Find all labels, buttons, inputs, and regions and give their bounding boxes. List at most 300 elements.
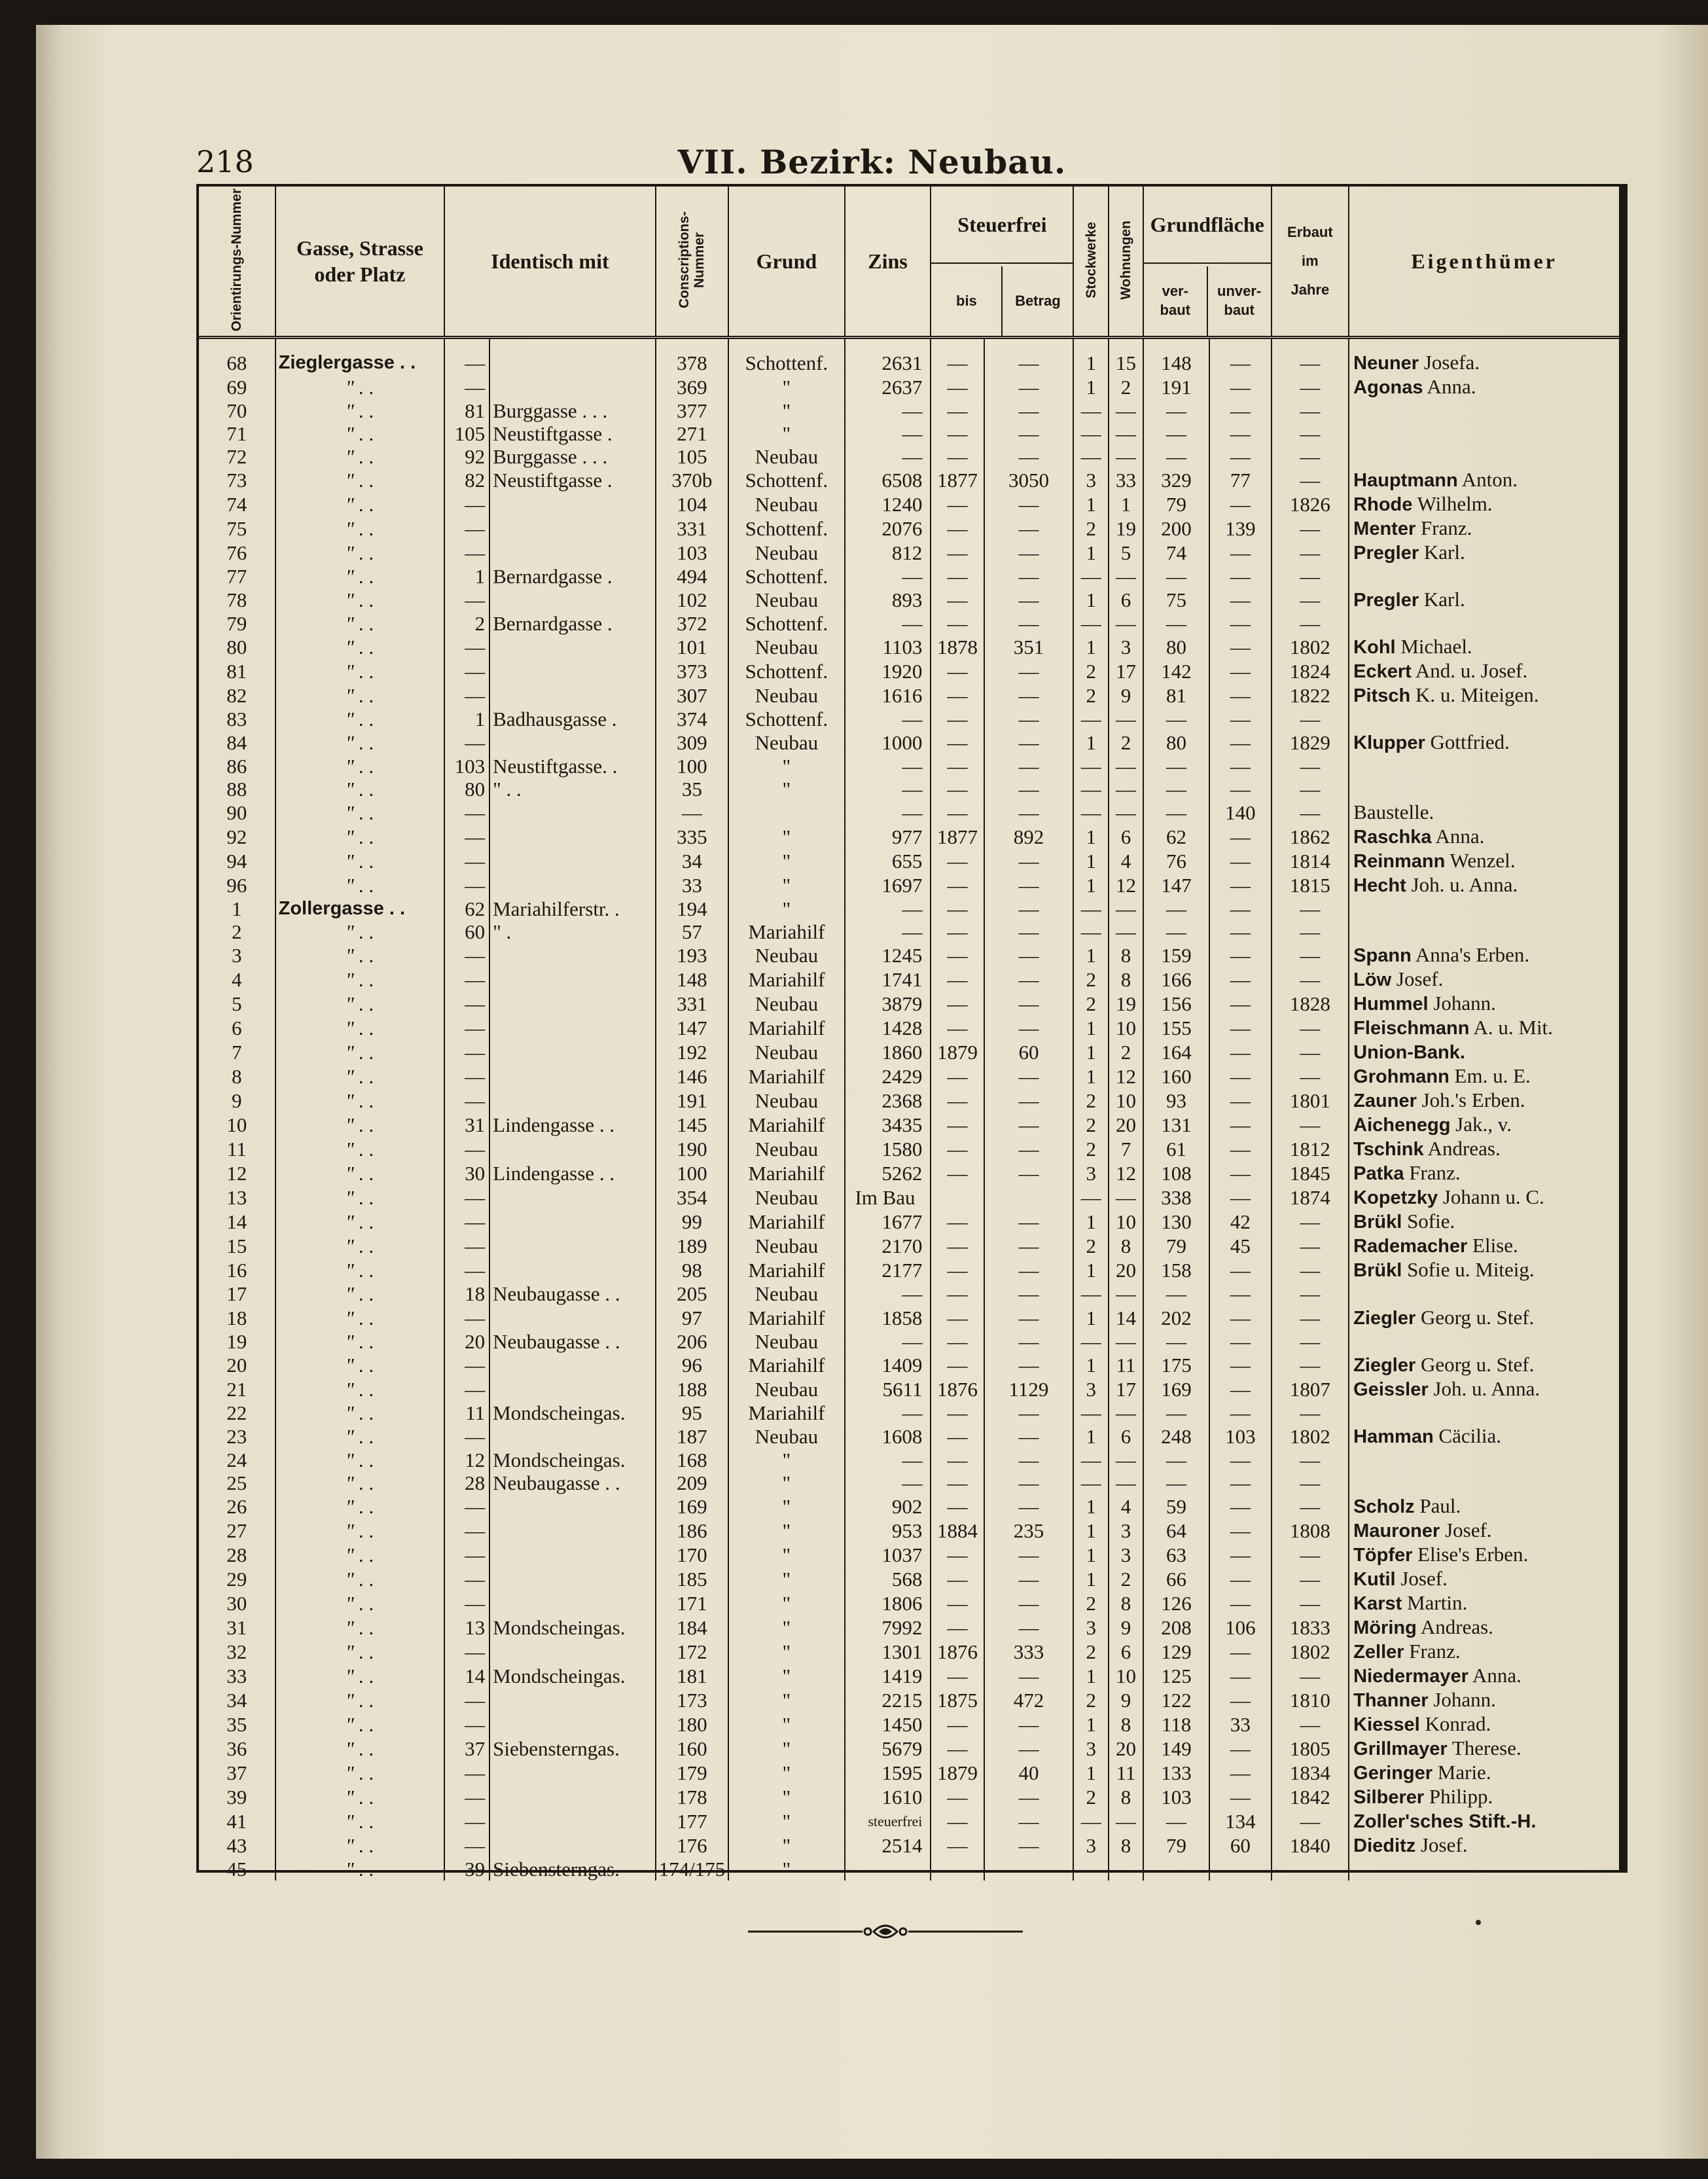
row-stockwerke: — [1073,1401,1109,1424]
owner-surname: Tschink [1353,1139,1424,1161]
row-erbaut: — [1272,565,1349,588]
row-nummer: 96 [199,873,276,897]
table-row [199,1401,1619,1424]
owner-surname: Spann [1353,945,1412,967]
row-nummer: 17 [199,1282,276,1305]
row-stockwerke: 2 [1073,1688,1109,1712]
row-zins: 2429 [845,1064,931,1089]
row-steuerfrei-betrag: — [984,612,1074,635]
row-grund: Schottenf. [728,708,844,730]
row-eigenthuemer [1349,730,1619,755]
row-unverbaut: — [1209,1761,1271,1785]
row-identisch-gasse: Neubaugasse . . [489,1471,656,1494]
row-erbaut: 1802 [1272,635,1349,659]
row-erbaut: — [1272,1494,1349,1519]
row-eigenthuemer [1349,1737,1619,1761]
owner-given-name: Joh. u. Anna. [1406,873,1518,897]
row-eigenthuemer [1349,897,1619,920]
header-identisch-mit: Identisch mit [491,249,609,273]
row-eigenthuemer [1349,541,1619,565]
row-wohnungen: — [1109,778,1143,801]
row-grund: " [728,1761,844,1785]
row-zins: — [845,778,931,801]
table-row [199,422,1619,445]
row-gasse: " . . [276,659,445,683]
row-unverbaut: — [1209,1543,1271,1567]
row-identisch-gasse: Neubaugasse . . [489,1330,656,1353]
row-identisch-nr: — [444,1640,489,1664]
row-nummer: 88 [199,778,276,801]
table-row [199,849,1619,873]
row-conscriptions-nummer: — [656,801,729,825]
row-identisch-gasse [489,730,656,755]
row-identisch-gasse [489,825,656,849]
row-conscriptions-nummer: 372 [656,612,729,635]
row-eigenthuemer [1349,516,1619,541]
row-verbaut: — [1143,445,1209,468]
row-stockwerke: 1 [1073,1543,1109,1567]
row-gasse: " . . [276,1640,445,1664]
row-zins: 1610 [845,1785,931,1809]
owner-surname: Eckert [1353,661,1412,683]
row-zins: 1741 [845,967,931,992]
row-identisch-nr: — [444,967,489,992]
row-steuerfrei-bis: — [931,1210,984,1234]
row-stockwerke: 2 [1073,1234,1109,1258]
owner-surname: Patka [1353,1163,1404,1185]
row-stockwerke: 1 [1073,873,1109,897]
row-gasse: " . . [276,1306,445,1330]
row-eigenthuemer [1349,468,1619,492]
row-identisch-nr: — [444,1064,489,1089]
row-identisch-gasse [489,541,656,565]
row-steuerfrei-betrag: 892 [984,825,1074,849]
row-steuerfrei-bis: — [931,1471,984,1494]
row-grund: " [728,825,844,849]
owner-given-name: Josef. [1440,1518,1492,1541]
row-zins: — [845,1471,931,1494]
row-steuerfrei-betrag: — [984,1494,1074,1519]
row-eigenthuemer [1349,1258,1619,1282]
row-eigenthuemer [1349,825,1619,849]
row-identisch-nr: — [444,1833,489,1858]
header-zins: Zins [868,249,908,273]
row-steuerfrei-betrag: — [984,1449,1074,1471]
row-verbaut: — [1143,778,1209,801]
row-gasse: " . . [276,778,445,801]
row-identisch-nr: 37 [444,1737,489,1761]
row-conscriptions-nummer: 169 [656,1494,729,1519]
owner-given-name: Michael. [1395,635,1472,658]
row-erbaut: — [1272,588,1349,612]
row-stockwerke: 1 [1073,849,1109,873]
ornament-divider [748,1918,1023,1945]
row-unverbaut: 77 [1209,468,1271,492]
row-conscriptions-nummer: 104 [656,492,729,516]
row-wohnungen: 2 [1109,375,1143,399]
row-erbaut: — [1272,375,1349,399]
row-stockwerke: 1 [1073,1064,1109,1089]
row-steuerfrei-betrag: 333 [984,1640,1074,1664]
row-zins: — [845,612,931,635]
row-stockwerke: 1 [1073,943,1109,967]
row-unverbaut: — [1209,873,1271,897]
row-nummer: 7 [199,1040,276,1064]
row-eigenthuemer [1349,1712,1619,1737]
owner-surname: Hecht [1353,875,1406,897]
row-steuerfrei-bis: — [931,1137,984,1161]
row-identisch-gasse: Bernardgasse . [489,612,656,635]
table-row [199,1016,1619,1040]
row-wohnungen: — [1109,1401,1143,1424]
row-verbaut: 79 [1143,1234,1209,1258]
row-identisch-gasse [489,1712,656,1737]
row-verbaut: 81 [1143,683,1209,708]
row-steuerfrei-betrag: — [984,1016,1074,1040]
row-erbaut: 1812 [1272,1137,1349,1161]
row-gasse: " . . [276,1210,445,1234]
row-eigenthuemer [1349,1591,1619,1615]
row-identisch-nr: — [444,1785,489,1809]
row-nummer: 39 [199,1785,276,1809]
row-gasse: " . . [276,1449,445,1471]
row-wohnungen: — [1109,1449,1143,1471]
row-steuerfrei-bis: — [931,1543,984,1567]
row-identisch-nr: 18 [444,1282,489,1305]
row-steuerfrei-betrag: — [984,1161,1074,1185]
row-verbaut: 80 [1143,730,1209,755]
row-steuerfrei-bis: 1877 [931,468,984,492]
row-erbaut: — [1272,708,1349,730]
row-verbaut: 169 [1143,1377,1209,1401]
row-grund: Mariahilf [728,1064,844,1089]
row-verbaut: 59 [1143,1494,1209,1519]
owner-surname: Silberer [1353,1786,1425,1808]
row-erbaut: 1824 [1272,659,1349,683]
owner-surname: Aichenegg [1353,1115,1451,1136]
row-steuerfrei-betrag: — [984,1306,1074,1330]
row-steuerfrei-betrag: — [984,338,1074,376]
row-zins: 1697 [845,873,931,897]
row-eigenthuemer [1349,1064,1619,1089]
row-steuerfrei-bis: — [931,1064,984,1089]
row-nummer: 78 [199,588,276,612]
row-nummer: 73 [199,468,276,492]
row-erbaut: — [1272,1858,1349,1881]
row-erbaut: — [1272,516,1349,541]
row-zins: 6508 [845,468,931,492]
owner-given-name: Em. u. E. [1449,1064,1531,1088]
row-eigenthuemer [1349,399,1619,422]
table-row [199,1712,1619,1737]
row-nummer: 81 [199,659,276,683]
row-wohnungen: 19 [1109,992,1143,1016]
row-identisch-gasse [489,1591,656,1615]
row-identisch-nr: 31 [444,1113,489,1137]
row-grund: " [728,755,844,778]
row-conscriptions-nummer: 33 [656,873,729,897]
row-grund: " [728,1833,844,1858]
table-row [199,1234,1619,1258]
row-verbaut: 79 [1143,492,1209,516]
row-identisch-nr: — [444,1519,489,1543]
row-verbaut: 79 [1143,1833,1209,1858]
owner-given-name: Anna. [1431,825,1485,848]
owner-surname: Mauroner [1353,1520,1440,1541]
row-identisch-gasse [489,1424,656,1449]
row-gasse: " . . [276,1064,445,1089]
row-stockwerke: 1 [1073,1494,1109,1519]
row-erbaut: — [1272,422,1349,445]
row-steuerfrei-bis: 1877 [931,825,984,849]
owner-given-name: Anton. [1457,468,1518,492]
row-identisch-gasse [489,588,656,612]
row-gasse: " . . [276,399,445,422]
row-zins: steuerfrei [845,1809,931,1833]
row-verbaut: 164 [1143,1040,1209,1064]
row-conscriptions-nummer: 103 [656,541,729,565]
row-grund: " [728,849,844,873]
row-steuerfrei-bis: — [931,1113,984,1137]
row-nummer: 75 [199,516,276,541]
row-identisch-gasse [489,516,656,541]
row-erbaut: — [1272,399,1349,422]
row-steuerfrei-betrag: — [984,541,1074,565]
row-zins: — [845,1282,931,1305]
row-verbaut: 125 [1143,1664,1209,1688]
row-identisch-nr: 12 [444,1449,489,1471]
table-row [199,873,1619,897]
row-steuerfrei-betrag: — [984,1330,1074,1353]
row-gasse: " . . [276,920,445,943]
row-gasse: " . . [276,468,445,492]
row-zins: — [845,1330,931,1353]
row-eigenthuemer [1349,1615,1619,1640]
row-grund: " [728,1519,844,1543]
row-grund: " [728,1737,844,1761]
owner-surname: Agonas [1353,377,1423,398]
table-row [199,967,1619,992]
row-stockwerke: — [1073,1449,1109,1471]
row-erbaut: 1802 [1272,1640,1349,1664]
row-erbaut: 1840 [1272,1833,1349,1858]
row-conscriptions-nummer: 101 [656,635,729,659]
row-grund [728,801,844,825]
row-gasse: " . . [276,1615,445,1640]
row-stockwerke: 1 [1073,588,1109,612]
row-identisch-gasse [489,1377,656,1401]
row-identisch-nr: — [444,516,489,541]
row-erbaut: — [1272,1016,1349,1040]
row-steuerfrei-bis: — [931,1016,984,1040]
table-row [199,338,1619,376]
row-gasse: " . . [276,1137,445,1161]
table-row [199,992,1619,1016]
row-identisch-gasse [489,1567,656,1591]
row-conscriptions-nummer: 354 [656,1185,729,1210]
owner-surname: Geringer [1353,1762,1433,1784]
table-row [199,1161,1619,1185]
row-wohnungen: 6 [1109,1424,1143,1449]
row-identisch-gasse [489,1494,656,1519]
row-identisch-nr: — [444,873,489,897]
row-steuerfrei-bis: — [931,565,984,588]
row-verbaut: 142 [1143,659,1209,683]
row-erbaut: 1807 [1272,1377,1349,1401]
row-erbaut: 1845 [1272,1161,1349,1185]
row-verbaut: 75 [1143,588,1209,612]
row-identisch-nr: — [444,992,489,1016]
row-erbaut: — [1272,445,1349,468]
row-erbaut: — [1272,1664,1349,1688]
row-erbaut: — [1272,778,1349,801]
row-wohnungen: — [1109,612,1143,635]
row-stockwerke: 1 [1073,1306,1109,1330]
row-steuerfrei-betrag: — [984,778,1074,801]
table-row [199,1858,1619,1881]
row-nummer: 3 [199,943,276,967]
row-unverbaut: — [1209,338,1271,376]
row-stockwerke: 1 [1073,1016,1109,1040]
owner-surname: Zauner [1353,1090,1417,1112]
row-eigenthuemer [1349,445,1619,468]
table-row [199,708,1619,730]
row-nummer: 9 [199,1089,276,1113]
row-eigenthuemer [1349,1424,1619,1449]
table-row [199,801,1619,825]
row-wohnungen: — [1109,1858,1143,1881]
row-steuerfrei-bis: — [931,920,984,943]
row-zins: 902 [845,1494,931,1519]
row-steuerfrei-bis: — [931,778,984,801]
row-steuerfrei-betrag: — [984,992,1074,1016]
row-steuerfrei-bis: — [931,967,984,992]
owner-given-name: Josef. [1391,967,1444,991]
row-identisch-nr: — [444,375,489,399]
row-verbaut: — [1143,708,1209,730]
table-row [199,1040,1619,1064]
row-stockwerke: 3 [1073,1833,1109,1858]
row-conscriptions-nummer: 369 [656,375,729,399]
row-nummer: 77 [199,565,276,588]
row-grund: " [728,1809,844,1833]
row-eigenthuemer [1349,1449,1619,1471]
row-eigenthuemer [1349,612,1619,635]
row-gasse: " . . [276,1858,445,1881]
row-zins: 3435 [845,1113,931,1137]
row-identisch-nr: — [444,1809,489,1833]
row-steuerfrei-betrag: — [984,1858,1074,1881]
owner-surname: Reinmann [1353,851,1446,873]
row-wohnungen: 8 [1109,1234,1143,1258]
row-gasse: " . . [276,1089,445,1113]
row-gasse: " . . [276,1185,445,1210]
row-verbaut: 158 [1143,1258,1209,1282]
row-identisch-gasse: Mondscheingas. [489,1664,656,1688]
table-row [199,1567,1619,1591]
row-zins: 1580 [845,1137,931,1161]
owner-surname: Brükl [1353,1260,1402,1282]
row-stockwerke: 2 [1073,1113,1109,1137]
row-erbaut: 1801 [1272,1089,1349,1113]
row-steuerfrei-betrag: — [984,897,1074,920]
table-row [199,635,1619,659]
row-erbaut: 1808 [1272,1519,1349,1543]
owner-given-name: Andreas. [1416,1615,1493,1638]
row-identisch-nr: — [444,588,489,612]
table-row [199,445,1619,468]
row-zins: 2514 [845,1833,931,1858]
row-zins: — [845,399,931,422]
row-steuerfrei-betrag: — [984,1234,1074,1258]
row-nummer: 41 [199,1809,276,1833]
row-gasse: " . . [276,1377,445,1401]
row-conscriptions-nummer: 194 [656,897,729,920]
row-verbaut: — [1143,1282,1209,1305]
row-grund: Schottenf. [728,468,844,492]
row-identisch-nr: — [444,1761,489,1785]
row-wohnungen: 1 [1109,492,1143,516]
owner-given-name: Paul. [1414,1494,1461,1517]
row-identisch-nr: 82 [444,468,489,492]
row-erbaut: — [1272,1401,1349,1424]
row-verbaut: 93 [1143,1089,1209,1113]
row-zins: 1920 [845,659,931,683]
row-stockwerke: — [1073,920,1109,943]
table-row [199,1591,1619,1615]
row-grund: " [728,1543,844,1567]
row-gasse: " . . [276,612,445,635]
row-grund: Neubau [728,992,844,1016]
row-steuerfrei-bis: — [931,1858,984,1881]
row-conscriptions-nummer: 187 [656,1424,729,1449]
row-gasse: " . . [276,492,445,516]
row-steuerfrei-betrag: — [984,516,1074,541]
table-row [199,468,1619,492]
row-gasse: " . . [276,375,445,399]
row-zins: 5262 [845,1161,931,1185]
row-verbaut: — [1143,565,1209,588]
header-conscriptions-nummer: Conscriptions-Nummer [677,211,707,309]
row-eigenthuemer [1349,967,1619,992]
row-stockwerke: 1 [1073,635,1109,659]
row-verbaut: 108 [1143,1161,1209,1185]
row-gasse: " . . [276,1785,445,1809]
row-wohnungen: 12 [1109,1161,1143,1185]
row-erbaut: 1805 [1272,1737,1349,1761]
owner-surname: Ziegler [1353,1307,1416,1329]
row-zins: 2215 [845,1688,931,1712]
row-identisch-gasse [489,1306,656,1330]
row-identisch-gasse [489,943,656,967]
row-conscriptions-nummer: 179 [656,1761,729,1785]
header-grundflaeche: Grundfläche [1150,213,1264,236]
row-wohnungen: 20 [1109,1113,1143,1137]
row-stockwerke: 1 [1073,1567,1109,1591]
row-zins: 1245 [845,943,931,967]
owner-given-name: Josef. [1415,1833,1468,1856]
row-erbaut: — [1272,1712,1349,1737]
row-nummer: 20 [199,1353,276,1377]
row-unverbaut: — [1209,1113,1271,1137]
row-grund: Neubau [728,541,844,565]
row-steuerfrei-betrag: — [984,873,1074,897]
owner-surname: Dieditz [1353,1835,1416,1856]
row-identisch-gasse [489,1353,656,1377]
row-wohnungen: 20 [1109,1737,1143,1761]
row-steuerfrei-bis: — [931,683,984,708]
row-gasse: " . . [276,422,445,445]
